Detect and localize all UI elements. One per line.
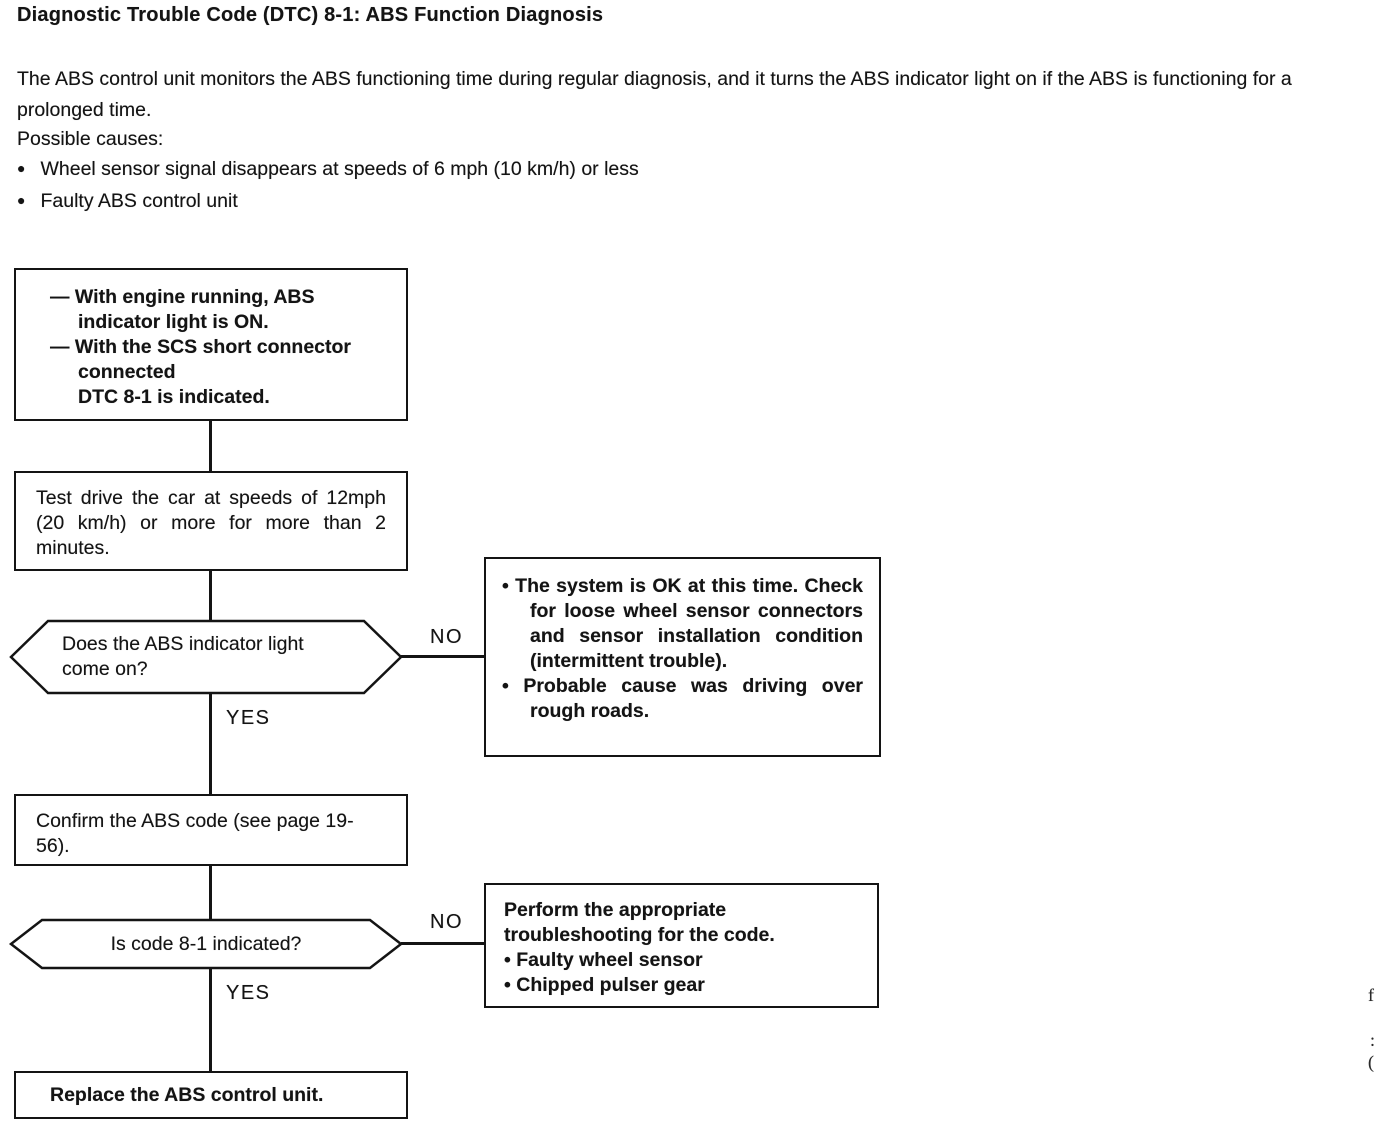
replace-unit-box [14,1071,408,1119]
result-bullet-item [504,973,861,998]
decision-text: Is code 8-1 indicated? [110,932,302,955]
bullet-icon: • [504,974,511,996]
bullet-icon: • [504,949,511,971]
test-drive-box: Test drive the car at speeds of 12mph (20 km/h) or more for more than 2 minutes. [14,471,408,571]
start-item [50,285,390,335]
cause-text: Faulty ABS control unit [40,190,238,212]
bullet-icon: ● [17,160,26,176]
connector-line-no-2 [401,942,486,945]
connector-line [209,969,212,1073]
result-bullet-text: Faulty wheel sensor [516,949,703,971]
result-bullet-item [502,674,863,724]
connector-line [209,694,212,796]
connector-line [209,864,212,919]
cause-text: Wheel sensor signal disappears at speeds of 6 mph (10 km/h) or less [40,158,639,180]
bullet-icon: ● [17,192,26,208]
start-note: DTC 8-1 is indicated. [78,386,270,408]
yes-label: YES [226,982,271,1004]
scan-artifact: f [1368,985,1374,1005]
possible-causes-label: Possible causes: [17,128,164,150]
scan-artifact: ( [1368,1052,1374,1072]
result-bullet-text: Probable cause was driving over rough roads. [523,675,863,722]
bullet-icon: • [502,575,509,597]
result-bullet-text: The system is OK at this time. Check for loose wheel sensor connectors and sensor installation condition (intermittent trouble). [515,575,863,672]
cause-item [17,190,238,213]
connector-line [209,419,212,473]
result-troubleshoot-box [484,883,879,1008]
connector-line-no-1 [401,655,486,658]
decision-code-81 [8,917,404,971]
result-bullet-item [504,948,861,973]
result-heading: Perform the appropriate troubleshooting for the code. [504,899,775,946]
start-item-text: With engine running, ABS indicator light is ON. [74,286,315,333]
bullet-icon: • [502,675,509,697]
dash-prefix: — [50,286,70,308]
decision-abs-light [8,618,404,696]
start-item [50,335,390,385]
confirm-code-box: Confirm the ABS code (see page 19-56). [14,794,408,866]
decision-text: Does the ABS indicator light come on? [62,633,304,680]
intro-paragraph: The ABS control unit monitors the ABS functioning time during regular diagnosis, and it turns the ABS indicator light on if the ABS is functioning for a prolonged time. [17,68,1292,121]
page-title: Diagnostic Trouble Code (DTC) 8-1: ABS Function Diagnosis [17,4,604,26]
dash-prefix: — [50,336,70,358]
start-item-text: With the SCS short connector connected [74,336,352,383]
result-bullet-text: Chipped pulser gear [516,974,705,996]
cause-item [17,158,639,181]
result-bullet-item [502,574,863,674]
result-system-ok-box [484,557,881,757]
connector-line [209,569,212,620]
no-label: NO [430,626,463,648]
replace-text: Replace the ABS control unit. [50,1083,324,1106]
yes-label: YES [226,707,271,729]
scan-artifact: : [1370,1030,1376,1050]
start-condition-box [14,268,408,421]
no-label: NO [430,911,463,933]
